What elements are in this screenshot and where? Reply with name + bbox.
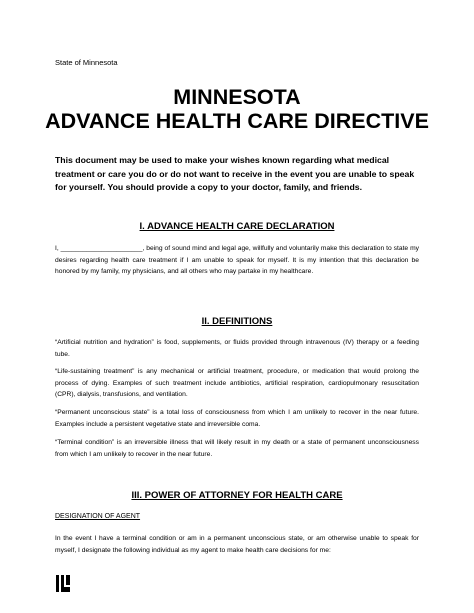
definition-unconscious-state: “Permanent unconscious state” is a total loss of consciousness from which I am unlikely to recover in the near future. Examples include a persistent vegetative state and irreversible coma. [55,409,419,428]
document-logo-icon [56,575,70,592]
declaration-paragraph: I, ______________________, being of sound mind and legal age, willfully and voluntarily make this declaration to state my desires regarding health care treatment if I am unable to speak for myself. It is my intention that this declaration be honored by my family, my physicians, and all others who may partake in my healthcare. [55,245,419,275]
state-label: State of Minnesota [55,58,118,67]
definition-nutrition: “Artificial nutrition and hydration” is food, supplements, or fluids provided through intravenous (IV) therapy or a feeding tube. [55,339,419,358]
section-heading-definitions: II. DEFINITIONS [201,316,273,327]
subheading-designation-of-agent: DESIGNATION OF AGENT [55,513,141,520]
definition-terminal-condition: “Terminal condition” is an irreversible illness that will likely result in my death or a state of permanent unconsciousness from which I am unlikely to recover in the near future. [55,439,419,458]
agent-designation-paragraph: In the event I have a terminal condition or am in a permanent unconscious state, or am otherwise unable to speak for myself, I designate the following individual as my agent to make health care decisions for me: [55,535,419,554]
document-title-line1: MINNESOTA [173,85,301,109]
intro-paragraph: This document may be used to make your wishes known regarding what medical treatment or care you do or do not want to receive in the event you are unable to speak for yourself. You should provide a copy to your doctor, family, and friends. [55,155,415,192]
section-heading-declaration: I. ADVANCE HEALTH CARE DECLARATION [139,221,335,232]
definition-life-sustaining: “Life-sustaining treatment” is any mechanical or artificial treatment, procedure, or medication that would prolong the process of dying. Examples of such treatment include antibiotics, artificial respiration, cardiopulmonary resuscitation (CPR), dialysis, transfusions, and ventilation. [55,368,419,398]
section-heading-power-of-attorney: III. POWER OF ATTORNEY FOR HEALTH CARE [131,490,343,501]
document-title-line2: ADVANCE HEALTH CARE DIRECTIVE [45,109,429,133]
